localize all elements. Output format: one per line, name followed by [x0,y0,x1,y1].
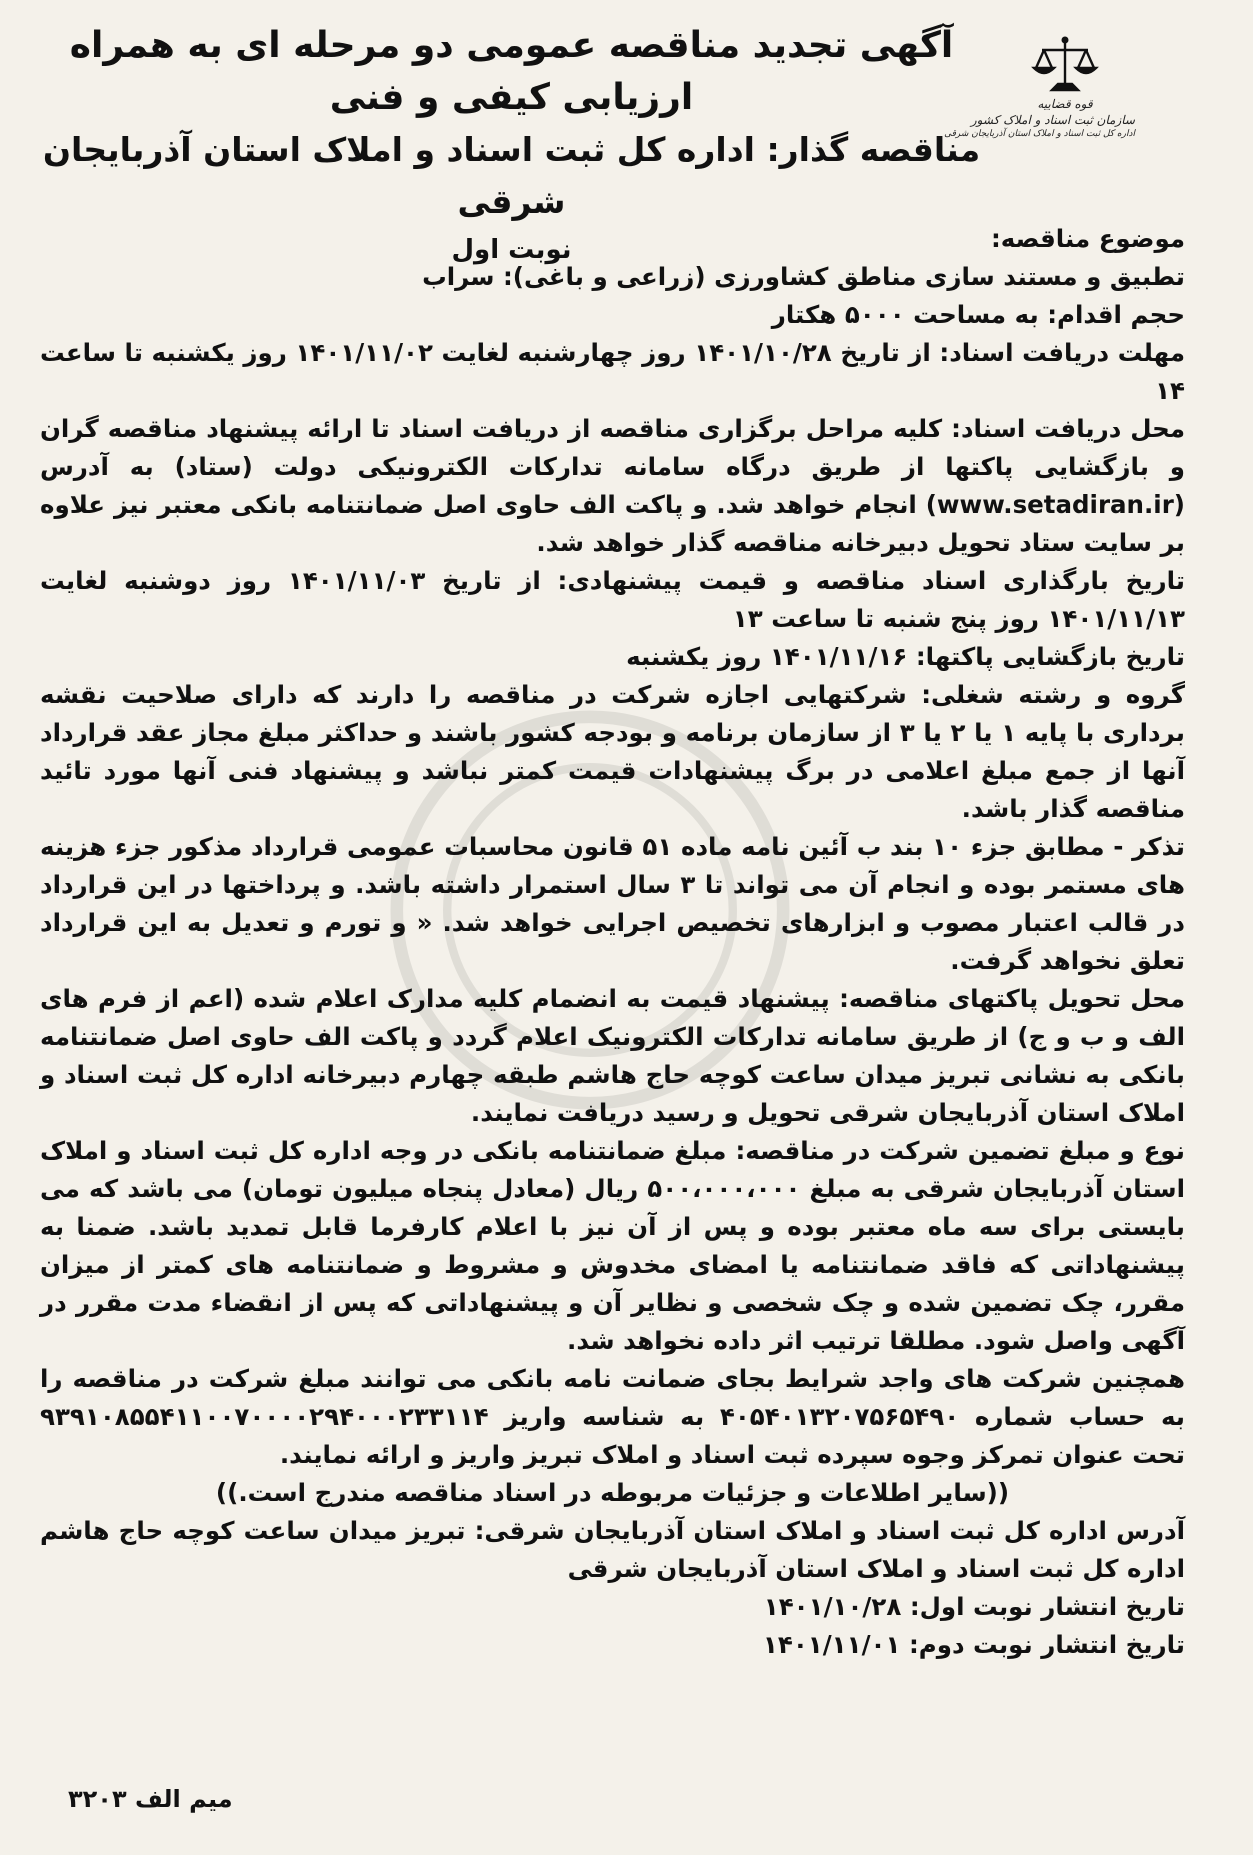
notice-body [40,220,1185,1664]
notice-title: آگهی تجدید مناقصه عمومی دو مرحله ای به همراه ارزیابی کیفی و فنی [69,25,954,118]
emblem-line-judiciary: قوه قضاییه [1037,97,1093,111]
group-text: گروه و رشته شغلی: شرکتهایی اجازه شرکت در مناقصه را دارند که دارای صلاحیت نقشه برداری با پایه ۱ یا ۲ یا ۳ از سازمان برنامه و بودجه کشور باشند و حداکثر مبلغ مجاز عقد قرارداد آنها از جمع مبلغ اعلامی در برگ پیشنهادات قیمت کمتر نباشد و پیشنهاد فنی آنها مورد تائید مناقصه گذار باشد. [40,680,1185,823]
notice-round: نوبت اول [451,235,572,265]
opening-text: تاریخ بازگشایی پاکتها: ۱۴۰۱/۱۱/۱۶ روز یکشنبه [626,642,1185,671]
publish-date-second: تاریخ انتشار نوبت دوم: ۱۴۰۱/۱۱/۰۱ [762,1630,1185,1659]
volume-text: حجم اقدام: به مساحت ۵۰۰۰ هکتار [771,300,1185,329]
note-text: تذکر - مطابق جزء ۱۰ بند ب آئین نامه ماده ۵۱ قانون محاسبات عمومی قرارداد مذکور جزء هزینه های مستمر بوده و انجام آن می تواند تا ۳ سال استمرار داشته باشد. و پرداختها در این قرارداد در قالب اعتبار مصوب و ابزارهای تخصیص اجرایی خواهد شد. « و تورم و تعدیل به این قرارداد تعلق نخواهد گرفت. [40,832,1185,975]
upload-text: تاریخ بارگذاری اسناد مناقصه و قیمت پیشنهادی: از تاریخ ۱۴۰۱/۱۱/۰۳ روز دوشنبه لغایت ۱۴۰۱/۱۱/۱۳ روز پنج شنبه تا ساعت ۱۳ [40,566,1185,633]
notice-subtitle: مناقصه گذار: اداره کل ثبت اسناد و املاک استان آذربایجان شرقی [42,130,981,221]
scales-of-justice-icon [1030,34,1100,96]
address-text: آدرس اداره کل ثبت اسناد و املاک استان آذربایجان شرقی: تبریز میدان ساعت کوچه حاج هاشم اداره کل ثبت اسناد و املاک استان آذربایجان شرقی [40,1516,1185,1583]
judiciary-emblem [944,34,1135,140]
other-info-text: ((سایر اطلاعات و جزئیات مربوطه در اسناد مناقصه مندرج است.)) [215,1478,1010,1507]
emblem-line-organization: سازمان ثبت اسناد و املاک کشور [970,113,1135,127]
deposit-text: همچنین شرکت های واجد شرایط بجای ضمانت نامه بانکی می توانند مبلغ شرکت در مناقصه را به حساب شماره ۴۰۵۴۰۱۳۲۰۷۵۶۵۴۹۰ به شناسه واریز ۹۳۹۱۰۸۵۵۴۱۱۰۰۷۰۰۰۰۲۹۴۰۰۰۲۳۳۱۱۴ تحت عنوان تمرکز وجوه سپرده ثبت اسناد و املاک تبریز واریز و ارائه نمایند. [40,1364,1186,1469]
delivery-text: محل تحویل پاکتهای مناقصه: پیشنهاد قیمت به انضمام کلیه مدارک اعلام شده (اعم از فرم های الف و ب و ج) از طریق سامانه تدارکات الکترونیک اعلام گردد و پاکت الف حاوی اصل ضمانتنامه بانکی به نشانی تبریز میدان ساعت کوچه حاج هاشم طبقه چهارم دبیرخانه اداره کل ثبت اسناد و املاک استان آذربایجان شرقی تحویل و رسید دریافت نمایند. [40,984,1185,1127]
subject-text: تطبیق و مستند سازی مناطق کشاورزی (زراعی و باغی): سراب [422,262,1185,291]
place-text [40,410,1185,562]
deadline-text: مهلت دریافت اسناد: از تاریخ ۱۴۰۱/۱۰/۲۸ روز چهارشنبه لغایت ۱۴۰۱/۱۱/۰۲ روز یکشنبه تا ساعت ۱۴ [40,338,1185,405]
website-link[interactable]: www.setadiran.ir [936,490,1174,519]
notice-code: میم الف ۳۲۰۳ [68,1785,233,1813]
place-text-a: محل دریافت اسناد: کلیه مراحل برگزاری مناقصه از دریافت اسناد تا ارائه پیشنهاد مناقصه گران و بازگشایی پاکتها از طریق درگاه سامانه تدارکات الکترونیکی دولت (ستاد) به آدرس ( [40,414,1185,519]
guarantee-text: نوع و مبلغ تضمین شرکت در مناقصه: مبلغ ضمانتنامه بانکی در وجه اداره کل ثبت اسناد و املاک استان آذربایجان شرقی به مبلغ ۵۰۰،۰۰۰،۰۰۰ ریال (معادل پنجاه میلیون تومان) می باشد که می بایستی برای سه ماه معتبر بوده و پس از آن نیز با اعلام کارفرما قابل تمدید باشد. ضمنا به پیشنهاداتی که فاقد ضمانتنامه یا امضای مخدوش و مشروط و ضمانتنامه های کمتر از میزان مقرر، چک تضمین شده و چک شخصی و نظایر آن و پیشنهاداتی که پس از انقضاء مدت مقرر در آگهی واصل شود. مطلقا ترتیب اثر داده نخواهد شد. [40,1136,1185,1355]
subject-label: موضوع مناقصه: [990,224,1185,253]
emblem-line-province: اداره کل ثبت اسناد و املاک استان آذربایجان شرقی [944,129,1135,139]
publish-date-first: تاریخ انتشار نوبت اول: ۱۴۰۱/۱۰/۲۸ [763,1592,1185,1621]
place-text-b: ) انجام خواهد شد. و پاکت الف حاوی اصل ضمانتنامه بانکی معتبر نیز علاوه بر سایت ستاد تحویل دبیرخانه مناقصه گذار خواهد شد. [40,490,1185,557]
